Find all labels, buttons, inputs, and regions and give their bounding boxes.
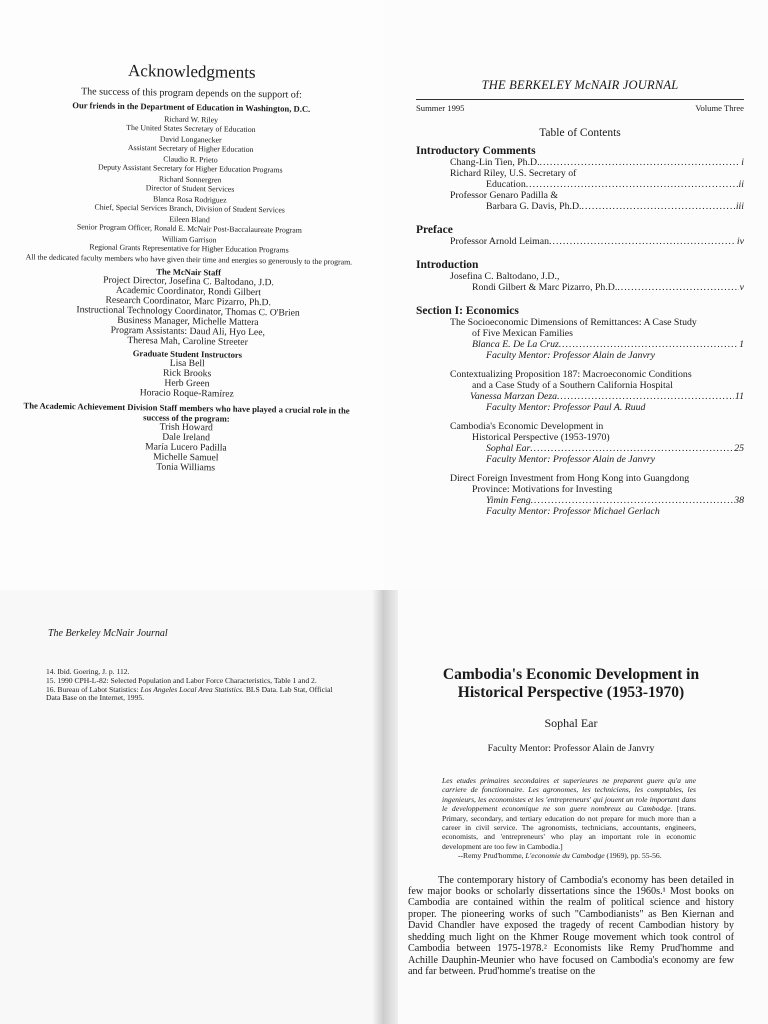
person-role: Director of Student Services bbox=[145, 183, 235, 194]
article-author: Sophal Ear bbox=[544, 716, 598, 730]
department-heading: Our friends in the Department of Education in Washington, D.C. bbox=[72, 100, 311, 114]
acknowledgments-content bbox=[10, 59, 368, 475]
article-mentor: Faculty Mentor: Professor Alain de Janvry bbox=[486, 350, 655, 361]
toc-entry-text: Rondi Gilbert & Marc Pizarro, Ph.D. bbox=[472, 282, 618, 293]
toc-article[interactable] bbox=[416, 473, 744, 517]
person-name: Richard Sonnergren bbox=[158, 174, 222, 185]
toc-page-number: 25 bbox=[734, 443, 744, 454]
person-name: Blanca Rosa Rodriguez bbox=[152, 194, 227, 205]
toc-page-number: 1 bbox=[739, 339, 744, 350]
article-author: Sophal Ear bbox=[486, 443, 531, 454]
aad-staff-name: María Lucero Padilla bbox=[145, 441, 227, 454]
staff-line: Business Manager, Michelle Mattera bbox=[117, 314, 259, 329]
toc-content bbox=[416, 78, 744, 517]
toc-section-heading: Introductory Comments bbox=[416, 145, 536, 157]
acknowledgments-title: Acknowledgments bbox=[127, 60, 256, 82]
staff-heading: The McNair Staff bbox=[156, 266, 222, 278]
header-rule bbox=[416, 99, 744, 100]
toc-page-number: iii bbox=[735, 201, 744, 212]
article-author: Blanca E. De La Cruz bbox=[472, 339, 559, 350]
article-mentor: Faculty Mentor: Professor Paul A. Ruud bbox=[486, 402, 646, 413]
toc-entry[interactable] bbox=[416, 201, 744, 212]
person-name: Richard W. Riley bbox=[164, 114, 219, 125]
article-author: Yimin Feng bbox=[486, 495, 531, 506]
staff-line: Program Assistants: Daud Ali, Hyo Lee, bbox=[110, 324, 265, 339]
toc-article[interactable] bbox=[416, 369, 744, 413]
article-title: Cambodia's Economic Development in Historical Perspective (1953-1970) bbox=[442, 666, 700, 701]
toc-page-number: ii bbox=[738, 179, 744, 190]
person-name: William Garrison bbox=[161, 234, 217, 245]
issue-volume: Volume Three bbox=[695, 103, 744, 113]
faculty-thanks: All the dedicated faculty members who have given their time and energies so generously to the program. bbox=[25, 252, 353, 267]
person-name: Claudio R. Prieto bbox=[163, 154, 218, 165]
endnote: 15. 1990 CPH-L-82: Selected Population and Labor Force Characteristics, Table 1 and 2. bbox=[46, 675, 317, 685]
person-role: Regional Grants Representative for Higher Education Programs bbox=[89, 242, 289, 255]
issue-info bbox=[416, 103, 744, 113]
toc-article[interactable] bbox=[416, 421, 744, 465]
grad-instructor-name: Rick Brooks bbox=[162, 367, 212, 380]
toc-entry-text: Barbara G. Davis, Ph.D. bbox=[486, 201, 582, 212]
grad-instructor-name: Lisa Bell bbox=[169, 357, 205, 370]
staff-line: Instructional Technology Coordinator, Thomas C. O'Brien bbox=[76, 304, 300, 319]
binding-shadow bbox=[372, 590, 398, 1024]
toc-page-number: i bbox=[741, 157, 744, 168]
person-role: The United States Secretary of Education bbox=[126, 122, 256, 135]
article-mentor: Faculty Mentor: Professor Alain de Janvry bbox=[487, 743, 655, 754]
toc-entry-line: Josefina C. Baltodano, J.D., bbox=[450, 271, 560, 282]
toc-entry[interactable] bbox=[416, 157, 744, 168]
person-name: David Longanecker bbox=[159, 134, 222, 145]
issue-date: Summer 1995 bbox=[416, 103, 465, 113]
epigraph-attribution: --Remy Prud'homme, L'economie du Cambodge (1969), pp. 55-56. bbox=[458, 851, 662, 861]
toc-entry[interactable] bbox=[416, 236, 744, 247]
table-of-contents-page bbox=[384, 0, 768, 590]
toc-title: Table of Contents bbox=[539, 127, 621, 139]
article-title-line: Historical Perspective (1953-1970) bbox=[472, 432, 610, 443]
toc-entry[interactable] bbox=[416, 282, 744, 293]
grad-instructor-name: Horacio Roque-Ramírez bbox=[139, 387, 234, 400]
article-title-line: Cambodia's Economic Development in bbox=[450, 421, 604, 432]
article-mentor: Faculty Mentor: Professor Alain de Janvry bbox=[486, 454, 655, 465]
endnotes bbox=[46, 668, 346, 703]
person-role: Assistant Secretary of Higher Education bbox=[127, 143, 254, 154]
aad-staff-name: Michelle Samuel bbox=[153, 451, 219, 464]
toc-article[interactable] bbox=[416, 317, 744, 361]
aad-staff-name: Dale Ireland bbox=[162, 431, 211, 444]
article-author: Vanessa Marzan Deza bbox=[470, 391, 558, 402]
epigraph bbox=[442, 776, 696, 861]
aad-staff-heading: The Academic Achievement Division Staff members who have played a crucial role in the success of the program: bbox=[23, 400, 350, 424]
toc-page-number: 38 bbox=[734, 495, 744, 506]
article-title-line: The Socioeconomic Dimensions of Remittances: A Case Study bbox=[450, 317, 697, 328]
article-body: The contemporary history of Cambodia's economy has been detailed in few major books or scholarly dissertations since the 1960s.¹ Most books on Cambodia are contained within the realm of political science and history proper. The pioneering works of such "Cambodianists" as Ben Kiernan and David Chandler have exposed the tragedy of recent Cambodian history by shedding much light on the Khmer Rouge movement which took control of Cambodia between 1975-1978.² Economists like Remy Prud'homme and Achille Dauphin-Meunier who have focused on Cambodia's economy are few and far between. Prud'homme's treatise on the bbox=[408, 874, 734, 977]
acknowledgments-page bbox=[0, 0, 384, 590]
endnote: 14. Ibid. Goering, J. p. 112. bbox=[46, 667, 130, 676]
toc-entry-text: Education bbox=[486, 179, 526, 190]
running-head: The Berkeley McNair Journal bbox=[48, 628, 168, 639]
article-page bbox=[384, 590, 768, 1024]
person-role: Deputy Assistant Secretary for Higher Education Programs bbox=[98, 162, 283, 175]
person-role: Senior Program Officer, Ronald E. McNair Post-Baccalaureate Program bbox=[76, 222, 302, 235]
epigraph-translation: [trans. Primary, secondary, and tertiary education do not prepare for much more than a career in civil service. The agronomists, technicians, accountants, engineers, economists, and 'entrepreneurs' who play an important role in economic development are too few in Cambodia.] bbox=[442, 804, 696, 851]
aad-staff-name: Tonia Williams bbox=[156, 461, 216, 474]
toc-page-number: 11 bbox=[734, 391, 744, 402]
toc-page-number: v bbox=[739, 282, 744, 293]
article-content bbox=[408, 666, 734, 977]
toc-section-heading: Introduction bbox=[416, 259, 479, 271]
article-title-line: Direct Foreign Investment from Hong Kong into Guangdong bbox=[450, 473, 690, 484]
toc-entry-text: Professor Arnold Leiman bbox=[450, 236, 550, 247]
staff-line: Academic Coordinator, Rondi Gilbert bbox=[115, 284, 262, 299]
article-title-line: Province: Motivations for Investing bbox=[472, 484, 613, 495]
toc-section-heading: Section I: Economics bbox=[416, 305, 519, 317]
article-title-line: Contextualizing Proposition 187: Macroeconomic Conditions bbox=[450, 369, 692, 380]
epigraph-french: Les etudes primaires secondaires et superieures ne preparent guere qu'a une carriere de fonctionnaire. Les agronomes, les techniciens, les comptables, les ingenieurs, les economistes et les 'entrepreneurs' qui jouent un role important dans le developpement economique ne son guere nombreux au Cambodge. bbox=[442, 776, 696, 814]
toc-page-number: iv bbox=[736, 236, 744, 247]
toc-entry-line: Richard Riley, U.S. Secretary of bbox=[450, 168, 577, 179]
staff-line: Project Director, Josefina C. Baltodano, J.D. bbox=[103, 274, 274, 289]
toc-entry-line: Professor Genaro Padilla & bbox=[450, 190, 559, 201]
aad-staff-name: Trish Howard bbox=[159, 421, 213, 434]
grad-instructor-name: Herb Green bbox=[164, 377, 210, 390]
grad-instructors-heading: Graduate Student Instructors bbox=[132, 348, 243, 360]
endnote: 16. Bureau of Labot Statistics: Los Angeles Local Area Statistics. BLS Data. Lab Stat, Official Data Base on the Internet, 1995. bbox=[46, 684, 333, 703]
person-role: Chief, Special Services Branch, Division of Student Services bbox=[94, 202, 285, 215]
article-title-line: and a Case Study of a Southern California Hospital bbox=[472, 380, 673, 391]
person-name: Eileen Bland bbox=[169, 214, 210, 225]
references-page bbox=[0, 590, 384, 1024]
staff-line: Theresa Mah, Caroline Streeter bbox=[127, 335, 248, 348]
article-title-line: of Five Mexican Families bbox=[472, 328, 573, 339]
toc-section-heading: Preface bbox=[416, 224, 453, 236]
toc-entry-text: Chang-Lin Tien, Ph.D. bbox=[450, 157, 540, 168]
staff-line: Research Coordinator, Marc Pizarro, Ph.D. bbox=[105, 294, 271, 309]
toc-entry[interactable] bbox=[416, 179, 744, 190]
journal-title: THE BERKELEY McNAIR JOURNAL bbox=[481, 78, 679, 92]
acknowledgments-intro: The success of this program depends on the support of: bbox=[81, 86, 302, 101]
article-mentor: Faculty Mentor: Professor Michael Gerlach bbox=[486, 506, 660, 517]
